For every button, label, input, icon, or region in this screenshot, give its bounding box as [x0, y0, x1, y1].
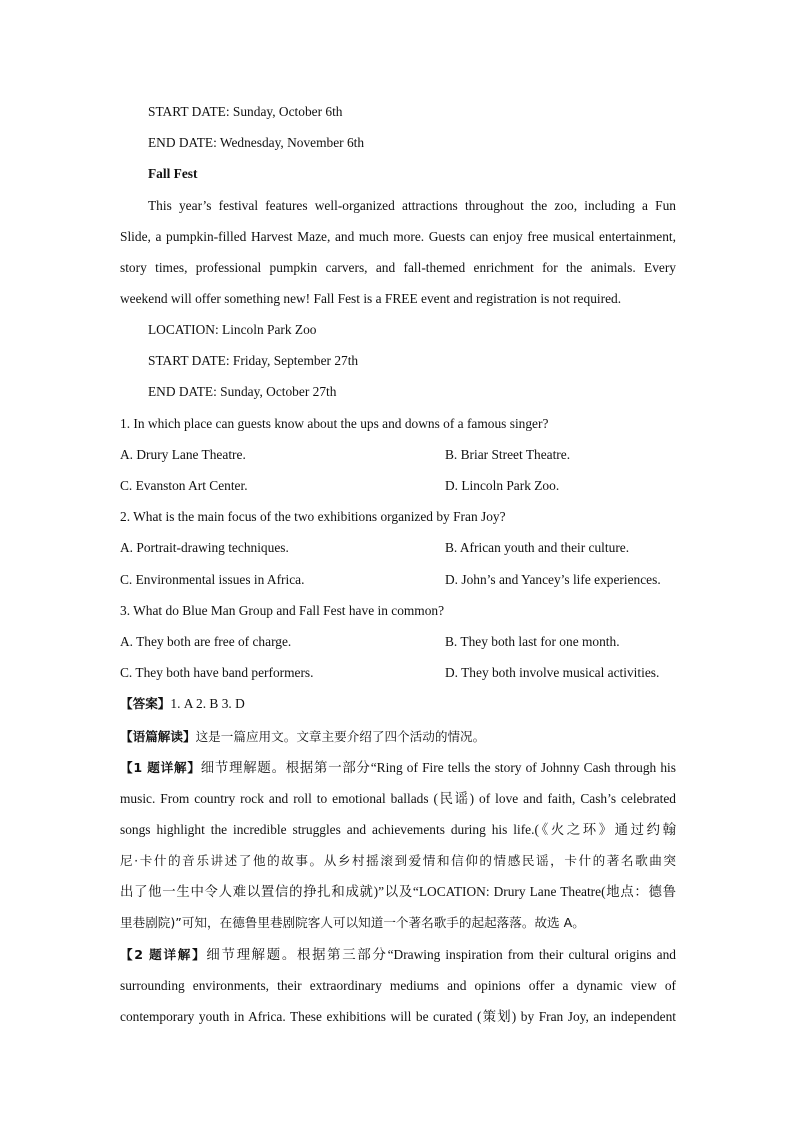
explain-2-line: [120, 947, 676, 963]
event-end-date: END DATE: Wednesday, November 6th: [148, 135, 365, 150]
fall-fest-body-line: This year’s festival features well-organized attractions throughout the zoo, including a Fun: [148, 198, 676, 213]
question-3-option-c: C. They both have band performers.: [120, 665, 314, 680]
explain-1-line: songs highlight the incredible struggles and achievements during his life.(《火之环》通过约翰: [120, 822, 676, 837]
reading-label: 【语篇解读】: [120, 729, 196, 744]
question-3-stem: 3. What do Blue Man Group and Fall Fest have in common?: [120, 603, 445, 618]
question-2-option-c: C. Environmental issues in Africa.: [120, 572, 305, 587]
explain-1-line: 里巷剧院)”可知，在德鲁里巷剧院客人可以知道一个著名歌手的起起落落。故选 A。: [120, 915, 585, 930]
answer-line: [120, 696, 245, 712]
explain-1-line: 出了他一生中令人难以置信的挣扎和成就)”以及“LOCATION: Drury Lane Theatre(地点：德鲁: [120, 884, 676, 899]
explain-2-line: contemporary youth in Africa. These exhibitions will be curated (策划) by Fran Joy, an independent: [120, 1009, 676, 1024]
question-2-option-a: A. Portrait-drawing techniques.: [120, 540, 289, 555]
question-1-option-b: B. Briar Street Theatre.: [445, 447, 571, 462]
question-3-option-b: B. They both last for one month.: [445, 634, 620, 649]
fall-fest-body-line: Slide, a pumpkin-filled Harvest Maze, and much more. Guests can enjoy free musical entertainment,: [120, 229, 676, 244]
question-1-option-d: D. Lincoln Park Zoo.: [445, 478, 560, 493]
explain-1-text: 细节理解题。根据第一部分“Ring of Fire tells the story of Johnny Cash through his: [200, 760, 676, 775]
explain-1-line: music. From country rock and roll to emotional ballads (民谣) of love and faith, Cash’s celebrated: [120, 791, 676, 806]
question-2-stem: 2. What is the main focus of the two exhibitions organized by Fran Joy?: [120, 509, 506, 524]
question-3-option-d: D. They both involve musical activities.: [445, 665, 660, 680]
fall-fest-body-line: story times, professional pumpkin carvers, and fall-themed enrichment for the animals. Every: [120, 260, 676, 275]
event-start-date: START DATE: Sunday, October 6th: [148, 104, 343, 119]
reading-text: 这是一篇应用文。文章主要介绍了四个活动的情况。: [195, 729, 486, 744]
question-2-option-b: B. African youth and their culture.: [445, 540, 630, 555]
explain-2-label: 【2 题详解】: [120, 947, 207, 962]
question-1-option-c: C. Evanston Art Center.: [120, 478, 248, 493]
fall-fest-end-date: END DATE: Sunday, October 27th: [148, 384, 337, 399]
question-2-option-d: D. John’s and Yancey’s life experiences.: [445, 572, 661, 587]
explain-2-line: surrounding environments, their extraordinary mediums and opinions offer a dynamic view of: [120, 978, 676, 993]
explain-1-label: 【1 题详解】: [120, 760, 201, 775]
fall-fest-start-date: START DATE: Friday, September 27th: [148, 353, 359, 368]
question-1-option-a: A. Drury Lane Theatre.: [120, 447, 246, 462]
answer-values: 1. A 2. B 3. D: [170, 696, 245, 711]
explain-2-text: 细节理解题。根据第三部分“Drawing inspiration from their cultural origins and: [206, 947, 676, 962]
question-3-option-a: A. They both are free of charge.: [120, 634, 292, 649]
fall-fest-title: Fall Fest: [148, 166, 198, 181]
answer-label: 【答案】: [120, 696, 171, 711]
fall-fest-body-line: weekend will offer something new! Fall Fest is a FREE event and registration is not required.: [120, 291, 622, 306]
explain-1-line: 尼·卡什的音乐讲述了他的故事。从乡村摇滚到爱情和信仰的情感民谣，卡什的著名歌曲突: [120, 853, 676, 868]
reading-line: [120, 729, 485, 745]
fall-fest-location: LOCATION: Lincoln Park Zoo: [148, 322, 317, 337]
explain-1-line: [120, 760, 676, 776]
question-1-stem: 1. In which place can guests know about the ups and downs of a famous singer?: [120, 416, 549, 431]
